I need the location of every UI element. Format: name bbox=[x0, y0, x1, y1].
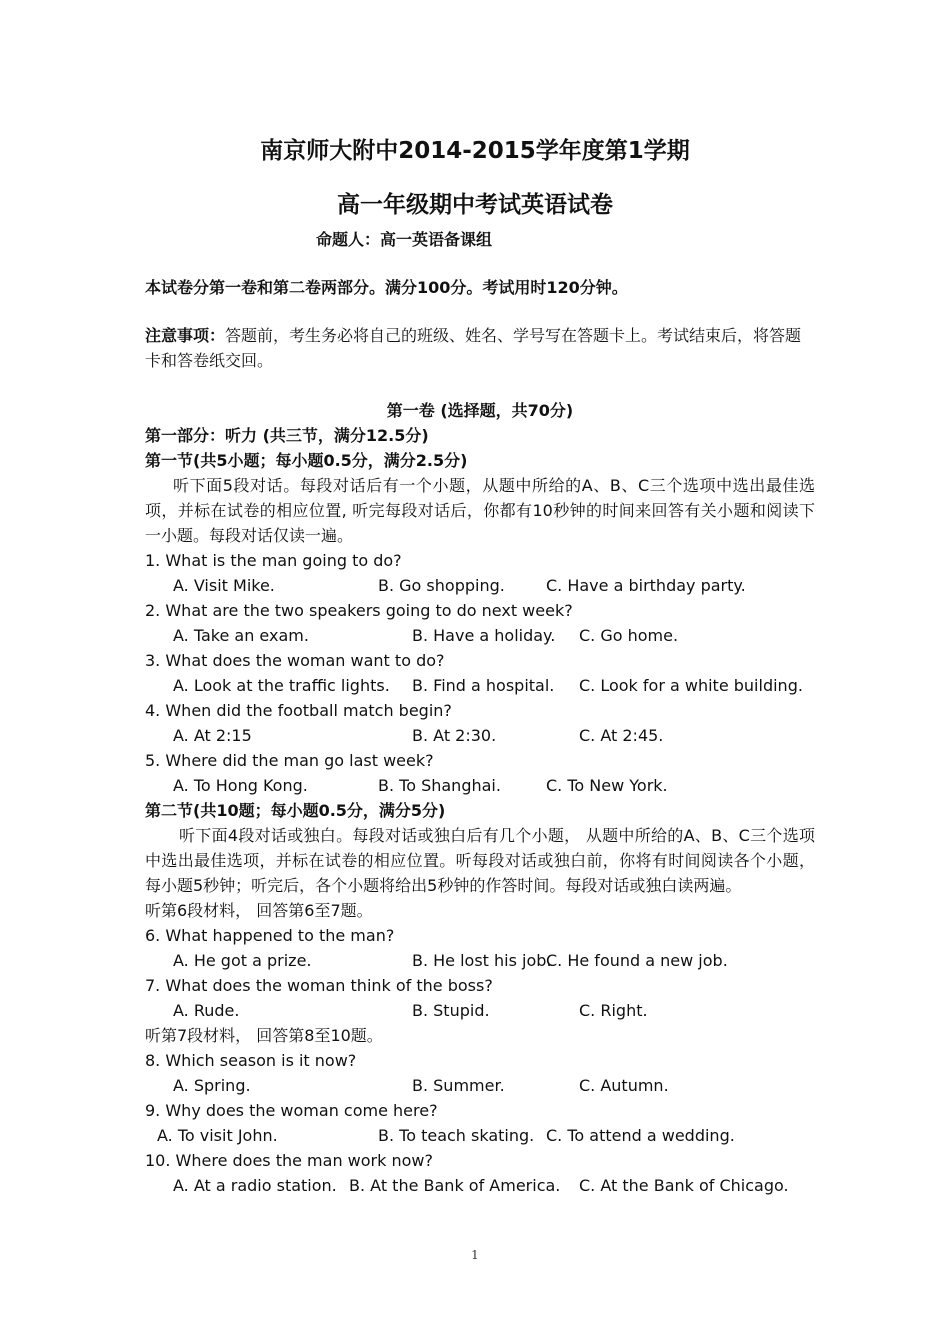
question-text: 8. Which season is it now? bbox=[145, 1051, 357, 1070]
section1-instructions: 听下面5段对话。每段对话后有一个小题，从题中所给的A、B、C三个选项中选出最佳选项，并标在试卷的相应位置, 听完每段对话后，你都有10秒钟的时间来回答有关小题和阅读下一小题。每段对话仅读一遍。 bbox=[145, 476, 815, 545]
option-c: C. Go home. bbox=[579, 626, 679, 645]
option-a: A. Spring. bbox=[173, 1076, 251, 1095]
option-b: B. To teach skating. bbox=[378, 1126, 535, 1145]
question-text: 1. What is the man going to do? bbox=[145, 551, 402, 570]
question-options bbox=[145, 773, 815, 798]
option-a: A. At 2:15 bbox=[173, 726, 252, 745]
option-a: A. Rude. bbox=[173, 1001, 240, 1020]
option-c: C. He found a new job. bbox=[546, 951, 728, 970]
option-c: C. To attend a wedding. bbox=[546, 1126, 735, 1145]
section1-heading: 第一节(共5小题；每小题0.5分，满分2.5分) bbox=[145, 451, 468, 470]
option-c: C. At 2:45. bbox=[579, 726, 664, 745]
exam-title-line2: 高一年级期中考试英语试卷 bbox=[337, 192, 613, 218]
question-options bbox=[145, 1123, 815, 1148]
question-options bbox=[145, 998, 815, 1023]
question-text: 2. What are the two speakers going to do next week? bbox=[145, 601, 573, 620]
option-c: C. Right. bbox=[579, 1001, 648, 1020]
option-b: B. At 2:30. bbox=[412, 726, 497, 745]
question-text: 10. Where does the man work now? bbox=[145, 1151, 433, 1170]
question-text: 4. When did the football match begin? bbox=[145, 701, 452, 720]
volume1-title: 第一卷 (选择题，共70分) bbox=[386, 401, 574, 420]
exam-intro: 本试卷分第一卷和第二卷两部分。满分100分。考试用时120分钟。 bbox=[145, 278, 628, 297]
exam-body bbox=[145, 398, 815, 1198]
question-text: 9. Why does the woman come here? bbox=[145, 1101, 438, 1120]
option-c: C. Autumn. bbox=[579, 1076, 669, 1095]
option-b: B. At the Bank of America. bbox=[349, 1176, 561, 1195]
material-7-note: 听第7段材料， 回答第8至10题。 bbox=[145, 1026, 383, 1045]
question-options bbox=[145, 1073, 815, 1098]
option-a: A. Look at the traffic lights. bbox=[173, 676, 390, 695]
question-options bbox=[145, 723, 815, 748]
question-text: 5. Where did the man go last week? bbox=[145, 751, 434, 770]
page-number: 1 bbox=[471, 1248, 479, 1262]
material-6-note: 听第6段材料， 回答第6至7题。 bbox=[145, 901, 373, 920]
question-options bbox=[145, 573, 815, 598]
question-options bbox=[145, 948, 815, 973]
option-a: A. At a radio station. bbox=[173, 1176, 337, 1195]
option-c: C. To New York. bbox=[546, 776, 668, 795]
option-c: C. Have a birthday party. bbox=[546, 576, 746, 595]
option-b: B. Summer. bbox=[412, 1076, 505, 1095]
option-c: C. Look for a white building. bbox=[579, 676, 803, 695]
option-a: A. He got a prize. bbox=[173, 951, 312, 970]
notice-text: 答题前，考生务必将自己的班级、姓名、学号写在答题卡上。考试结束后，将答题卡和答卷纸交回。 bbox=[145, 326, 802, 370]
question-text: 6. What happened to the man? bbox=[145, 926, 395, 945]
exam-notice bbox=[145, 323, 815, 373]
option-b: B. Find a hospital. bbox=[412, 676, 555, 695]
option-b: B. To Shanghai. bbox=[378, 776, 501, 795]
option-a: A. Take an exam. bbox=[173, 626, 309, 645]
option-a: A. To Hong Kong. bbox=[173, 776, 308, 795]
option-a: A. To visit John. bbox=[157, 1126, 278, 1145]
exam-title-line1: 南京师大附中2014-2015学年度第1学期 bbox=[260, 138, 690, 164]
question-text: 7. What does the woman think of the boss? bbox=[145, 976, 493, 995]
question-options bbox=[145, 1173, 815, 1198]
option-c: C. At the Bank of Chicago. bbox=[579, 1176, 789, 1195]
notice-label: 注意事项： bbox=[145, 326, 226, 345]
option-b: B. Go shopping. bbox=[378, 576, 505, 595]
exam-author: 命题人：高一英语备课组 bbox=[316, 230, 493, 249]
option-b: B. Stupid. bbox=[412, 1001, 490, 1020]
option-b: B. Have a holiday. bbox=[412, 626, 556, 645]
question-options bbox=[145, 623, 815, 648]
question-options bbox=[145, 673, 815, 698]
section2-instructions: 听下面4段对话或独白。每段对话或独白后有几个小题， 从题中所给的A、B、C三个选项中选出最佳选项，并标在试卷的相应位置。听每段对话或独白前，你将有时间阅读各个小题，每小题5秒钟；听完后，各个小题将给出5秒钟的作答时间。每段对话或独白读两遍。 bbox=[145, 826, 815, 895]
option-a: A. Visit Mike. bbox=[173, 576, 275, 595]
question-text: 3. What does the woman want to do? bbox=[145, 651, 445, 670]
section2-heading: 第二节(共10题；每小题0.5分，满分5分) bbox=[145, 801, 446, 820]
option-b: B. He lost his job. bbox=[412, 951, 552, 970]
part1-heading: 第一部分：听力 (共三节，满分12.5分) bbox=[145, 426, 429, 445]
